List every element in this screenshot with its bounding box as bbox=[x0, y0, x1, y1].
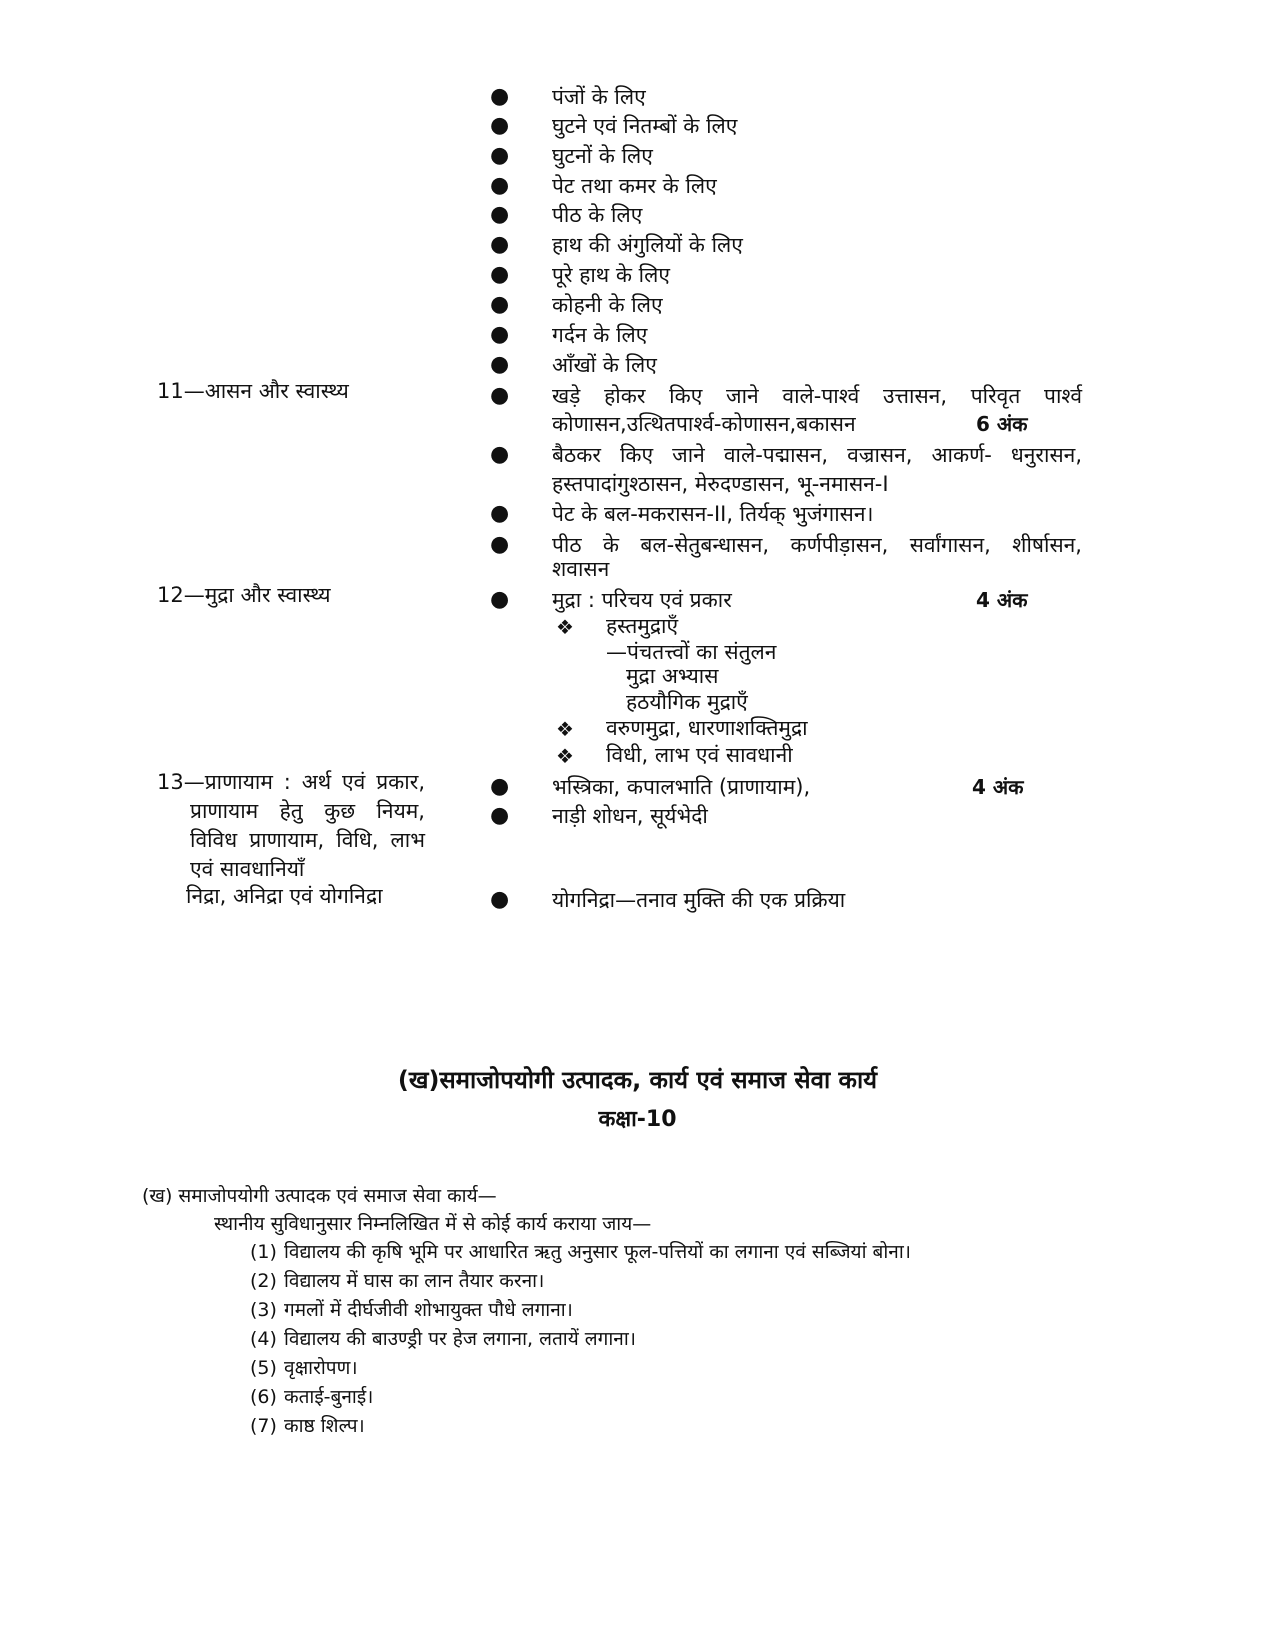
item-number: (5) bbox=[250, 1357, 277, 1379]
section-title-cont: एवं सावधानियाँ bbox=[190, 857, 305, 881]
class-heading: कक्षा-10 bbox=[598, 1107, 677, 1132]
sub-item: विधी, लाभ एवं सावधानी bbox=[606, 743, 793, 767]
item-number: (1) bbox=[250, 1241, 277, 1263]
sub-item: हस्तमुद्राएँ bbox=[606, 614, 679, 638]
list-item: विद्यालय में घास का लान तैयार करना। bbox=[284, 1270, 545, 1292]
item-number: (2) bbox=[250, 1270, 277, 1292]
bullet: ● bbox=[490, 202, 510, 227]
list-item-cont: शवासन bbox=[552, 557, 610, 581]
bullet: ● bbox=[490, 262, 510, 287]
instruction: स्थानीय सुविधानुसार निम्नलिखित में से कोई कार्य कराया जाय— bbox=[214, 1213, 652, 1235]
list-item: पेट तथा कमर के लिए bbox=[552, 174, 717, 198]
list-item: पीठ के लिए bbox=[552, 203, 643, 227]
bullet: ● bbox=[490, 501, 510, 526]
list-item: पेट के बल-मकरासन-II, तिर्यक् भुजंगासन। bbox=[552, 502, 874, 526]
bullet: ● bbox=[490, 113, 510, 138]
section-title-cont: निद्रा, अनिद्रा एवं योगनिद्रा bbox=[186, 884, 383, 908]
bullet: ● bbox=[490, 143, 510, 168]
list-item: वृक्षारोपण। bbox=[284, 1357, 358, 1379]
bullet: ● bbox=[490, 587, 510, 612]
bullet: ● bbox=[490, 292, 510, 317]
list-item: पंजों के लिए bbox=[552, 85, 646, 109]
bullet: ● bbox=[490, 803, 510, 828]
item-number: (4) bbox=[250, 1328, 277, 1350]
bullet: ● bbox=[490, 232, 510, 257]
section-title-cont: विविध प्राणायाम, विधि, लाभ bbox=[190, 828, 425, 852]
list-item-cont: हस्तपादांगुश्ठासन, मेरुदण्डासन, भू-नमासन-I bbox=[552, 472, 889, 496]
list-item: पीठ के बल-सेतुबन्धासन, कर्णपीड़ासन, सर्वांगासन, शीर्षासन, bbox=[552, 533, 1082, 557]
marks: 4 अंक bbox=[976, 588, 1028, 612]
marks: 4 अंक bbox=[972, 775, 1024, 799]
section-title-cont: प्राणायाम हेतु कुछ नियम, bbox=[190, 799, 425, 823]
section-heading: (ख)समाजोपयोगी उत्पादक, कार्य एवं समाज सेवा कार्य bbox=[397, 1066, 878, 1094]
bullet: ● bbox=[490, 322, 510, 347]
list-item: घुटनों के लिए bbox=[552, 144, 653, 168]
sub-item: वरुणमुद्रा, धारणाशक्तिमुद्रा bbox=[606, 716, 808, 740]
item-number: (6) bbox=[250, 1386, 277, 1408]
section-title: 13—प्राणायाम : अर्थ एवं प्रकार, bbox=[157, 770, 425, 794]
bullet: ● bbox=[490, 442, 510, 467]
bullet: ● bbox=[490, 532, 510, 557]
bullet: ● bbox=[490, 352, 510, 377]
list-item: गमलों में दीर्घजीवी शोभायुक्त पौधे लगाना। bbox=[284, 1299, 573, 1321]
list-item: नाड़ी शोधन, सूर्यभेदी bbox=[552, 804, 708, 828]
list-item: बैठकर किए जाने वाले-पद्मासन, वज्रासन, आकर्ण- धनुरासन, bbox=[552, 443, 1082, 467]
list-item-cont: कोणासन,उत्थितपार्श्व-कोणासन,बकासन bbox=[552, 412, 856, 436]
sub-item-detail: हठयौगिक मुद्राएँ bbox=[626, 690, 748, 714]
diamond-bullet-icon: ❖ bbox=[556, 615, 574, 639]
marks: 6 अंक bbox=[976, 412, 1028, 436]
list-item: योगनिद्रा—तनाव मुक्ति की एक प्रक्रिया bbox=[552, 888, 846, 912]
bullet: ● bbox=[490, 887, 510, 912]
list-item: कोहनी के लिए bbox=[552, 293, 663, 317]
list-item: घुटने एवं नितम्बों के लिए bbox=[552, 114, 738, 138]
bullet: ● bbox=[490, 84, 510, 109]
list-item: काष्ठ शिल्प। bbox=[284, 1415, 365, 1437]
bullet: ● bbox=[490, 173, 510, 198]
list-item: गर्दन के लिए bbox=[552, 323, 648, 347]
diamond-bullet-icon: ❖ bbox=[556, 744, 574, 768]
list-item: मुद्रा : परिचय एवं प्रकार bbox=[552, 588, 732, 612]
list-item: भस्त्रिका, कपालभाति (प्राणायाम), bbox=[552, 775, 811, 799]
list-item: खड़े होकर किए जाने वाले-पार्श्व उत्तासन, परिवृत पार्श्व bbox=[552, 384, 1082, 408]
list-item: आँखों के लिए bbox=[552, 353, 657, 377]
section-intro: (ख) समाजोपयोगी उत्पादक एवं समाज सेवा कार्य— bbox=[142, 1185, 497, 1207]
item-number: (3) bbox=[250, 1299, 277, 1321]
list-item: विद्यालय की बाउण्ड्री पर हेज लगाना, लतायें लगाना। bbox=[284, 1328, 636, 1350]
sub-item-detail: —पंचतत्त्वों का संतुलन bbox=[606, 640, 777, 664]
list-item: हाथ की अंगुलियों के लिए bbox=[552, 233, 743, 257]
section-title: 11—आसन और स्वास्थ्य bbox=[157, 379, 349, 403]
section-title: 12—मुद्रा और स्वास्थ्य bbox=[157, 583, 331, 607]
diamond-bullet-icon: ❖ bbox=[556, 717, 574, 741]
item-number: (7) bbox=[250, 1415, 277, 1437]
bullet: ● bbox=[490, 774, 510, 799]
sub-item-detail: मुद्रा अभ्यास bbox=[626, 664, 719, 688]
bullet: ● bbox=[490, 383, 510, 408]
list-item: पूरे हाथ के लिए bbox=[552, 263, 670, 287]
list-item: कताई-बुनाई। bbox=[284, 1386, 374, 1408]
list-item: विद्यालय की कृषि भूमि पर आधारित ऋतु अनुसार फूल-पत्तियों का लगाना एवं सब्जियां बोना। bbox=[284, 1241, 911, 1263]
